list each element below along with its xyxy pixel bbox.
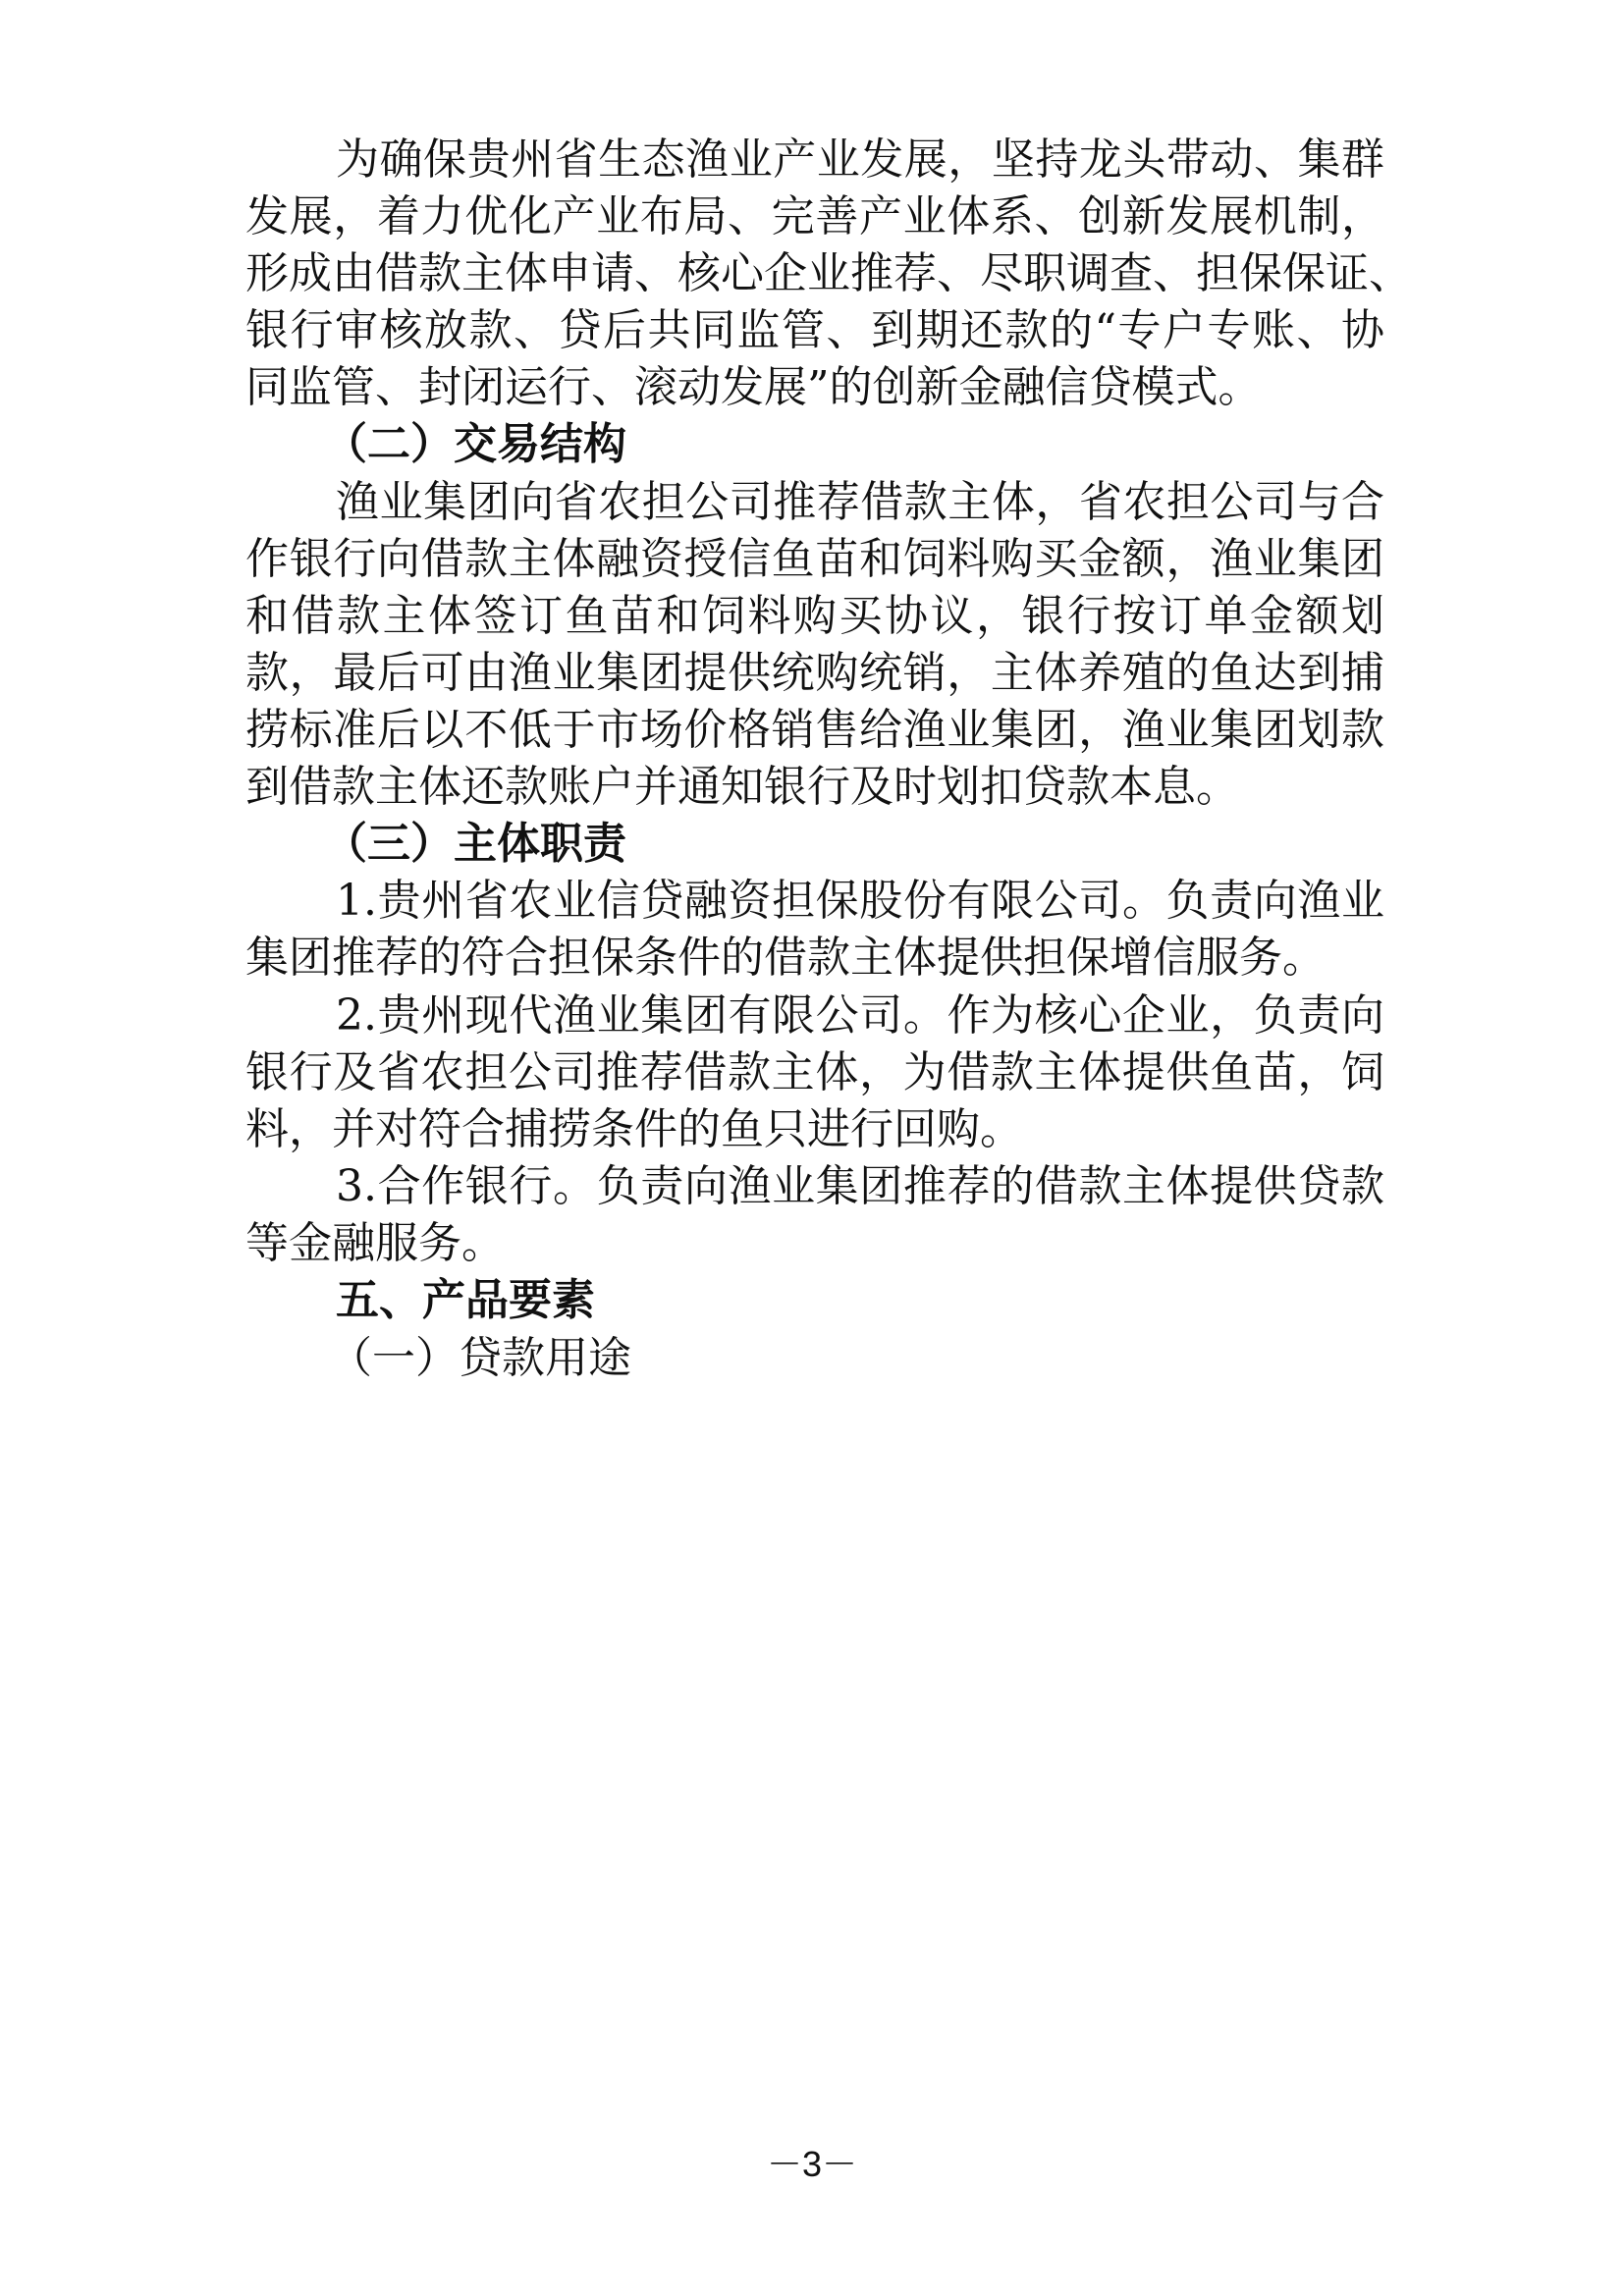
paragraph-line: 发展，着力优化产业布局、完善产业体系、创新发展机制，	[245, 191, 1384, 241]
paragraph-line: 集团推荐的符合担保条件的借款主体提供担保增信服务。	[245, 933, 1326, 983]
paragraph-line: 渔业集团向省农担公司推荐借款主体，省农担公司与合	[336, 477, 1384, 527]
paragraph-line: 银行审核放款、贷后共同监管、到期还款的“专户专账、协	[245, 305, 1384, 355]
paragraph-line: 3.合作银行。负责向渔业集团推荐的借款主体提供贷款	[336, 1161, 1384, 1211]
section-heading-loan-purpose: （一）贷款用途	[329, 1333, 631, 1383]
paragraph-line: 同监管、封闭运行、滚动发展”的创新金融信贷模式。	[245, 362, 1262, 412]
paragraph-line: 作银行向借款主体融资授信鱼苗和饲料购买金额，渔业集团	[245, 534, 1384, 584]
paragraph-line: 银行及省农担公司推荐借款主体，为借款主体提供鱼苗，饲	[245, 1047, 1384, 1097]
paragraph-line: 形成由借款主体申请、核心企业推荐、尽职调查、担保保证、	[245, 248, 1412, 298]
paragraph-line: 捞标准后以不低于市场价格销售给渔业集团，渔业集团划款	[245, 705, 1384, 755]
page-number: －3－	[766, 2144, 858, 2184]
paragraph-line: 到借款主体还款账户并通知银行及时划扣贷款本息。	[245, 762, 1239, 812]
section-heading-responsibilities: （三）主体职责	[324, 819, 626, 869]
paragraph-line: 2.贵州现代渔业集团有限公司。作为核心企业，负责向	[336, 990, 1384, 1041]
paragraph-line: 1.贵州省农业信贷融资担保股份有限公司。负责向渔业	[336, 876, 1384, 926]
paragraph-line: 等金融服务。	[245, 1218, 505, 1268]
paragraph-line: 和借款主体签订鱼苗和饲料购买协议，银行按订单金额划	[245, 591, 1384, 641]
paragraph-line: 为确保贵州省生态渔业产业发展，坚持龙头带动、集群	[336, 134, 1384, 185]
section-heading-product-elements: 五、产品要素	[336, 1275, 595, 1325]
paragraph-line: 料，并对符合捕捞条件的鱼只进行回购。	[245, 1104, 1023, 1154]
section-heading-trade-structure: （二）交易结构	[324, 419, 626, 469]
paragraph-line: 款，最后可由渔业集团提供统购统销，主体养殖的鱼达到捕	[245, 648, 1384, 698]
